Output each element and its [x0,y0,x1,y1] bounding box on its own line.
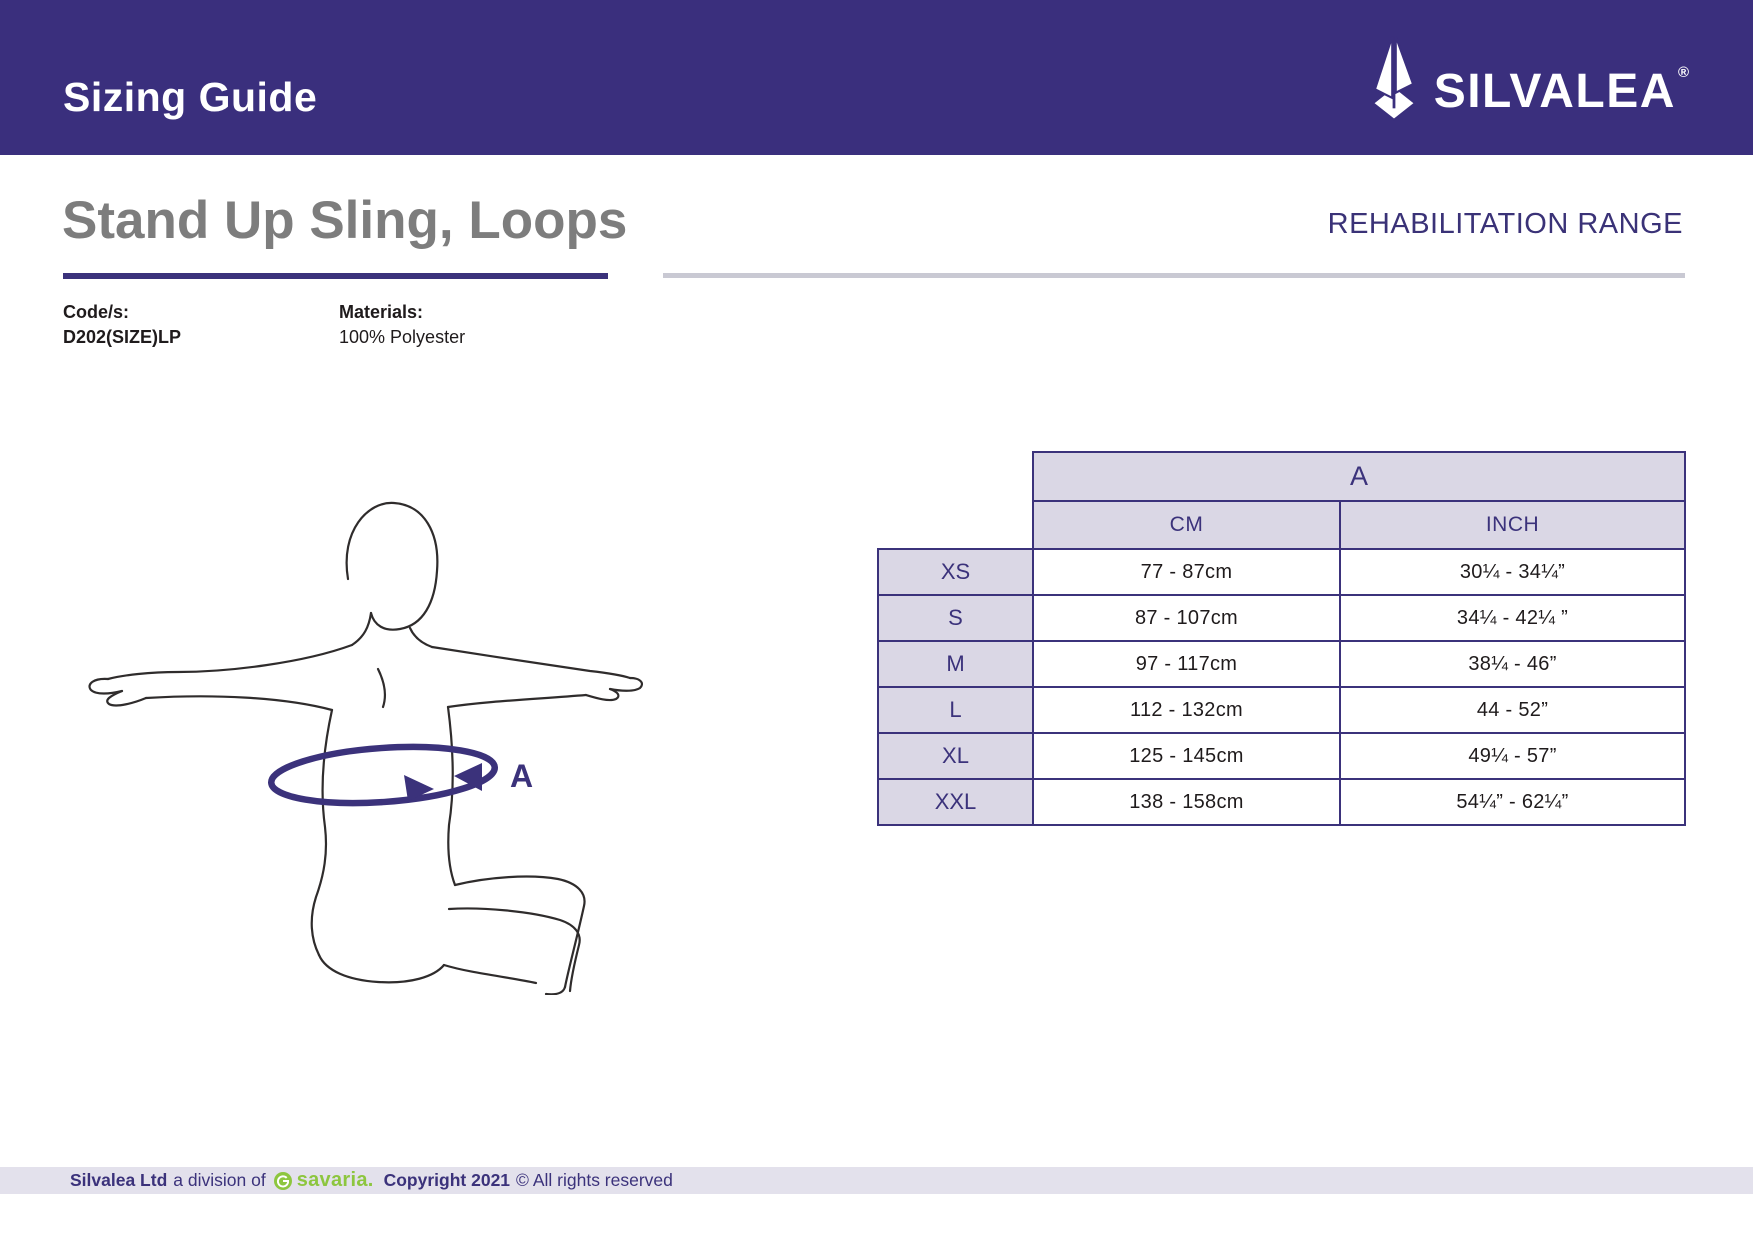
footer-bar [0,1167,1753,1194]
table-blank-cell [878,452,1033,501]
measurement-figure [78,455,643,1000]
range-underline [663,273,1685,278]
table-row [878,595,1685,641]
footer-rights: © All rights reserved [516,1170,673,1190]
footer-company: Silvalea Ltd [70,1170,168,1190]
range-label: REHABILITATION RANGE [1327,208,1683,240]
size-label: XS [878,549,1033,595]
inch-value: 38¼ - 46” [1340,641,1685,687]
column-header-inch: INCH [1340,501,1685,549]
table-row [878,641,1685,687]
table-blank-cell [878,501,1033,549]
size-label: S [878,595,1033,641]
girth-measure-loop [269,740,533,809]
inch-value: 54¼” - 62¼” [1340,779,1685,825]
product-title: Stand Up Sling, Loops [62,191,628,250]
materials-label: Materials: [339,302,424,322]
codes-label: Code/s: [63,302,130,322]
table-row [878,779,1685,825]
inch-value: 34¼ - 42¼ ” [1340,595,1685,641]
size-label: L [878,687,1033,733]
cm-value: 97 - 117cm [1033,641,1340,687]
registered-trademark-symbol: ® [1677,64,1689,81]
cm-value: 112 - 132cm [1033,687,1340,733]
inch-value: 49¼ - 57” [1340,733,1685,779]
size-label: XL [878,733,1033,779]
footer-division-text: a division of [173,1170,266,1190]
materials-value: 100% Polyester [339,327,466,347]
title-underline [63,273,608,279]
column-header-cm: CM [1033,501,1340,549]
inch-value: 44 - 52” [1340,687,1685,733]
cm-value: 77 - 87cm [1033,549,1340,595]
page-title: Sizing Guide [63,74,318,120]
table-row [878,733,1685,779]
codes-value: D202(SIZE)LP [63,327,182,347]
seated-person-illustration [78,455,643,995]
savaria-logo-icon [274,1172,292,1190]
table-row [878,687,1685,733]
brand-logo [1368,30,1689,129]
silvalea-needle-icon [1368,32,1420,129]
table-row [878,549,1685,595]
sizing-table [877,451,1686,826]
footer-text [70,1169,673,1192]
brand-wordmark: SILVALEA [1433,65,1676,118]
cm-value: 138 - 158cm [1033,779,1340,825]
table-span-header-a: A [1033,452,1685,501]
size-label: XXL [878,779,1033,825]
header-banner [0,0,1753,155]
footer-copyright: Copyright 2021 [383,1170,511,1190]
measure-label-a: A [510,758,534,794]
savaria-wordmark: savaria. [296,1169,374,1191]
cm-value: 87 - 107cm [1033,595,1340,641]
size-label: M [878,641,1033,687]
cm-value: 125 - 145cm [1033,733,1340,779]
inch-value: 30¼ - 34¼” [1340,549,1685,595]
